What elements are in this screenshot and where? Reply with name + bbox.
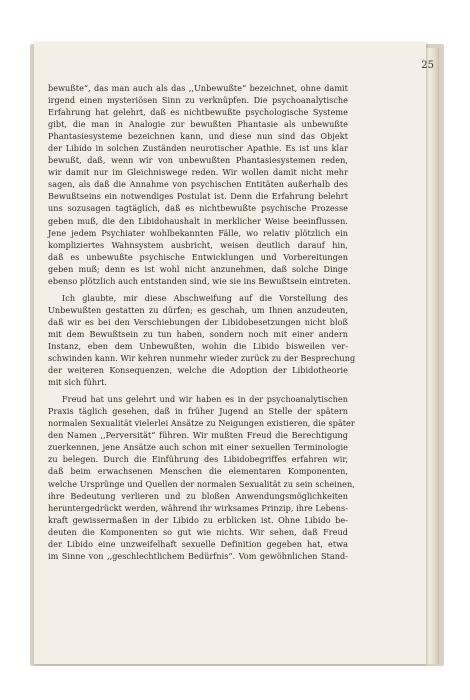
text-line: der Libido eine unzweifelhaft sexuelle Definition gegeben hat, etwa (48, 538, 348, 549)
text-line: ebenso plötzlich auch entstanden sind, wie sie ins Bewußtsein eintreten. (48, 275, 351, 286)
text-line: kompliziertes Wahnsystem ausbricht, weisen deutlich darauf hin, (48, 239, 348, 250)
text-line: Praxis täglich gesehen, daß in früher Jugend an Stelle der spätern (48, 406, 348, 417)
text-line: welche Ursprünge und Quellen der normalen Sexualität zu sein scheinen, (48, 478, 355, 489)
text-line: im Sinne von ‚‚geschlechtlichem Bedürfnis“. Vom gewöhnlichen Stand- (48, 550, 348, 561)
text-line: kraft gewissermaßen in der Libido zu erblicken ist. Ohne Libido be- (48, 514, 348, 525)
text-line: normalen Sexualität vielerlei Ansätze zu Neigungen existieren, die später (48, 418, 355, 429)
text-line: Erfahrung hat gelehrt, daß es nichtbewußte psychologische Systeme (48, 107, 348, 118)
text-line: der weiteren Konsequenzen, welche die Adoption der Libidotheorie (48, 365, 348, 376)
text-line: Jene jedem Psychiater wohlbekannten Fälle, wo relativ plötzlich ein (48, 227, 348, 238)
text-line: Freud hat uns gelehrt und wir haben es in der psychoanalytischen (62, 394, 348, 405)
text-line: deuten die Komponenten so gut wie nichts. Wir sehen, daß Freud (48, 526, 348, 537)
paragraph (48, 292, 356, 388)
text-line: ihre Bedeutung verlieren und zu bloßen Anwendungsmöglichkeiten (48, 490, 348, 501)
text-line: zu belegen. Durch die Einführung des Libidobegriffes erfahren wir, (48, 454, 348, 465)
text-line: gibt, die man in Analogie zur bewußten Phantasie als unbewußte (48, 119, 348, 130)
text-line: geben muß; denn es ist wohl nicht anzunehmen, daß solche Dinge (48, 263, 348, 274)
page-number: 25 (421, 60, 434, 71)
text-line: wir damit nur im Gleichniswege reden. Wir wollen damit nicht mehr (48, 167, 348, 178)
text-line: den Namen ‚‚Perversität“ führen. Wir mußten Freud die Berechtigung (48, 430, 348, 441)
text-line: uns sozusagen tagtäglich, daß es nichtbewußte psychische Prozesse (48, 203, 348, 214)
page-edges (424, 48, 439, 664)
text-line: Ich glaubte, mir diese Abschweifung auf die Vorstellung des (62, 292, 348, 303)
text-line: Unbewußten gestatten zu dürfen; es geschah, um Ihnen anzudeuten, (48, 304, 348, 315)
text-line: geben muß, die den Libidohaushalt in merklicher Weise beeinflussen. (48, 215, 348, 226)
text-line: Bewußtseins ein notwendiges Postulat ist. Denn die Erfahrung belehrt (48, 191, 348, 202)
text-line: zuerkennen, jene Ansätze auch schon mit einer sexuellen Terminologie (48, 442, 348, 453)
text-line: Instanz, eben dem Unbewußten, wohin die Libido bisweilen ver- (48, 340, 348, 351)
text-line: daß beim erwachsenen Menschen die elementaren Komponenten, (48, 466, 348, 477)
paragraph (48, 393, 355, 562)
text-line: heruntergedrückt werden, während ihr wirksames Prinzip, ihre Lebens- (48, 502, 348, 513)
text-line: daß wir es bei den Verschiebungen der Libidobesetzungen nicht bloß (48, 316, 348, 327)
page-body-text (48, 82, 356, 562)
text-line: bewußte“, das man auch als das ‚‚Unbewußte“ bezeichnet, ohne damit (48, 83, 348, 93)
text-line: der Libido in solchen Zuständen neurotischer Apathie. Es ist uns klar (48, 143, 348, 154)
text-line: mit sich führt. (48, 377, 108, 388)
paragraph (48, 82, 351, 287)
text-line: irgend einen mysteriösen Sinn zu verknüpfen. Die psychoanalytische (48, 95, 348, 106)
text-line: sagen, als daß die Annahme von psychischen Entitäten außerhalb des (48, 179, 348, 190)
text-line: Phantasiesysteme bezeichnen kann, und diese nun sind das Objekt (48, 131, 348, 142)
text-line: daß es unbewußte psychische Entwicklungen und Vorbereitungen (48, 251, 348, 262)
text-line: schwinden kann. Wir kehren nunmehr wieder zurück zu der Besprechung (48, 353, 356, 364)
text-line: bewußt, daß, wenn wir von unbewußten Phantasiesystemen reden, (48, 155, 348, 166)
text-line: mit dem Bewußtsein zu tun haben, sondern noch mit einer andern (48, 328, 348, 339)
